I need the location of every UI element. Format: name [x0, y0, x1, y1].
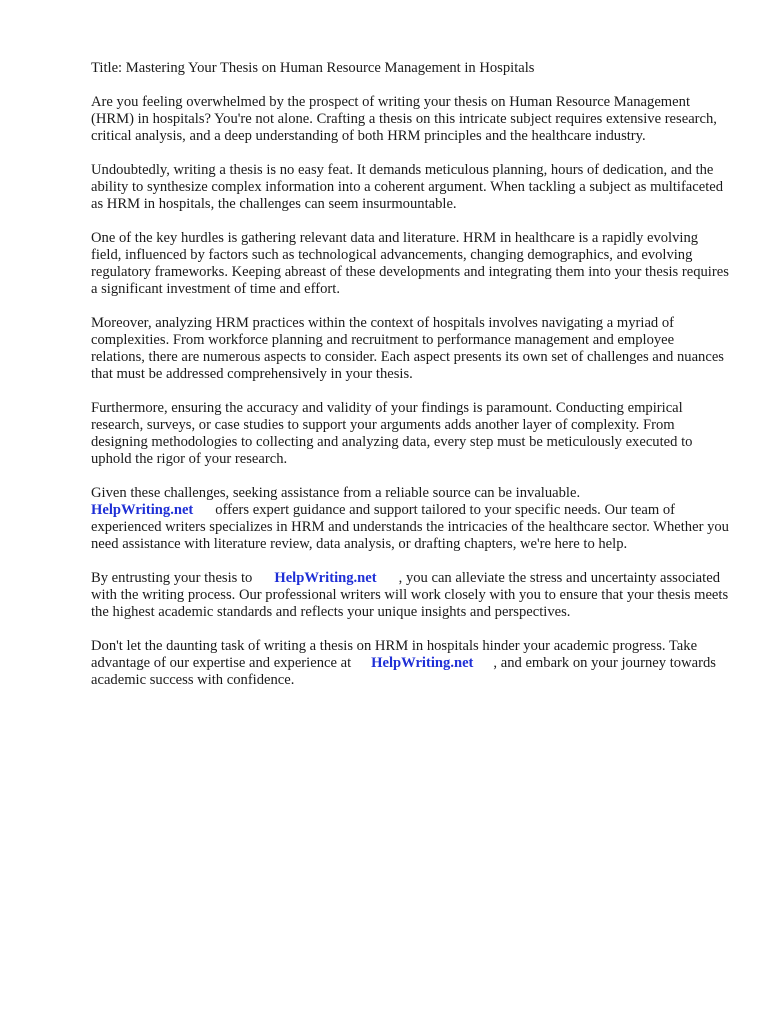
- paragraph-8: [91, 638, 731, 689]
- paragraph-3: One of the key hurdles is gathering relevant data and literature. HRM in healthcare is a rapidly evolving field, influenced by factors such as technological advancements, changing demographics, and evolving regulatory frameworks. Keeping abreast of these developments and integrating them into your thesis requires a significant investment of time and effort.: [91, 230, 729, 297]
- paragraph-6-intro: Given these challenges, seeking assistance from a reliable source can be invaluable.: [91, 485, 581, 501]
- paragraph-5: Furthermore, ensuring the accuracy and validity of your findings is paramount. Conducting empirical research, surveys, or case studies to support your arguments adds another layer of complexity. From designing methodologies to collecting and analyzing data, every step must be meticulously executed to uphold the rigor of your research.: [91, 400, 693, 467]
- document-title: Title: Mastering Your Thesis on Human Resource Management in Hospitals: [91, 60, 535, 76]
- document-page: [91, 60, 731, 706]
- paragraph-7: [91, 570, 731, 621]
- paragraph-7-after: , you can alleviate the stress and uncertainty associated with the writing process. Our professional writers will work closely with you to ensure that your thesis meets the highest academic standards and reflects your unique insights and perspectives.: [91, 570, 729, 620]
- helpwriting-link-1[interactable]: HelpWriting.net: [91, 502, 194, 518]
- paragraph-6: [91, 485, 731, 553]
- paragraph-2: Undoubtedly, writing a thesis is no easy feat. It demands meticulous planning, hours of dedication, and the ability to synthesize complex information into a coherent argument. When tackling a subject as multifaceted as HRM in hospitals, the challenges can seem insurmountable.: [91, 162, 724, 212]
- paragraph-6-rest: offers expert guidance and support tailored to your specific needs. Our team of experienced writers specializes in HRM and understands the intricacies of the healthcare sector. Whether you need assistance with literature review, data analysis, or drafting chapters, we're here to help.: [91, 502, 729, 552]
- helpwriting-link-3[interactable]: HelpWriting.net: [371, 655, 474, 671]
- paragraph-7-before: By entrusting your thesis to: [91, 570, 253, 586]
- paragraph-1: Are you feeling overwhelmed by the prospect of writing your thesis on Human Resource Management (HRM) in hospitals? You're not alone. Crafting a thesis on this intricate subject requires extensive research, critical analysis, and a deep understanding of both HRM principles and the healthcare industry.: [91, 94, 717, 144]
- paragraph-8-after: , and embark on your journey towards academic success with confidence.: [91, 655, 716, 688]
- helpwriting-link-2[interactable]: HelpWriting.net: [274, 570, 377, 586]
- paragraph-4: Moreover, analyzing HRM practices within the context of hospitals involves navigating a myriad of complexities. From workforce planning and recruitment to performance management and employee relations, there are numerous aspects to consider. Each aspect presents its own set of challenges and nuances that must be addressed comprehensively in your thesis.: [91, 315, 724, 382]
- paragraph-8-before: Don't let the daunting task of writing a thesis on HRM in hospitals hinder your academic progress. Take advantage of our expertise and experience at: [91, 638, 698, 671]
